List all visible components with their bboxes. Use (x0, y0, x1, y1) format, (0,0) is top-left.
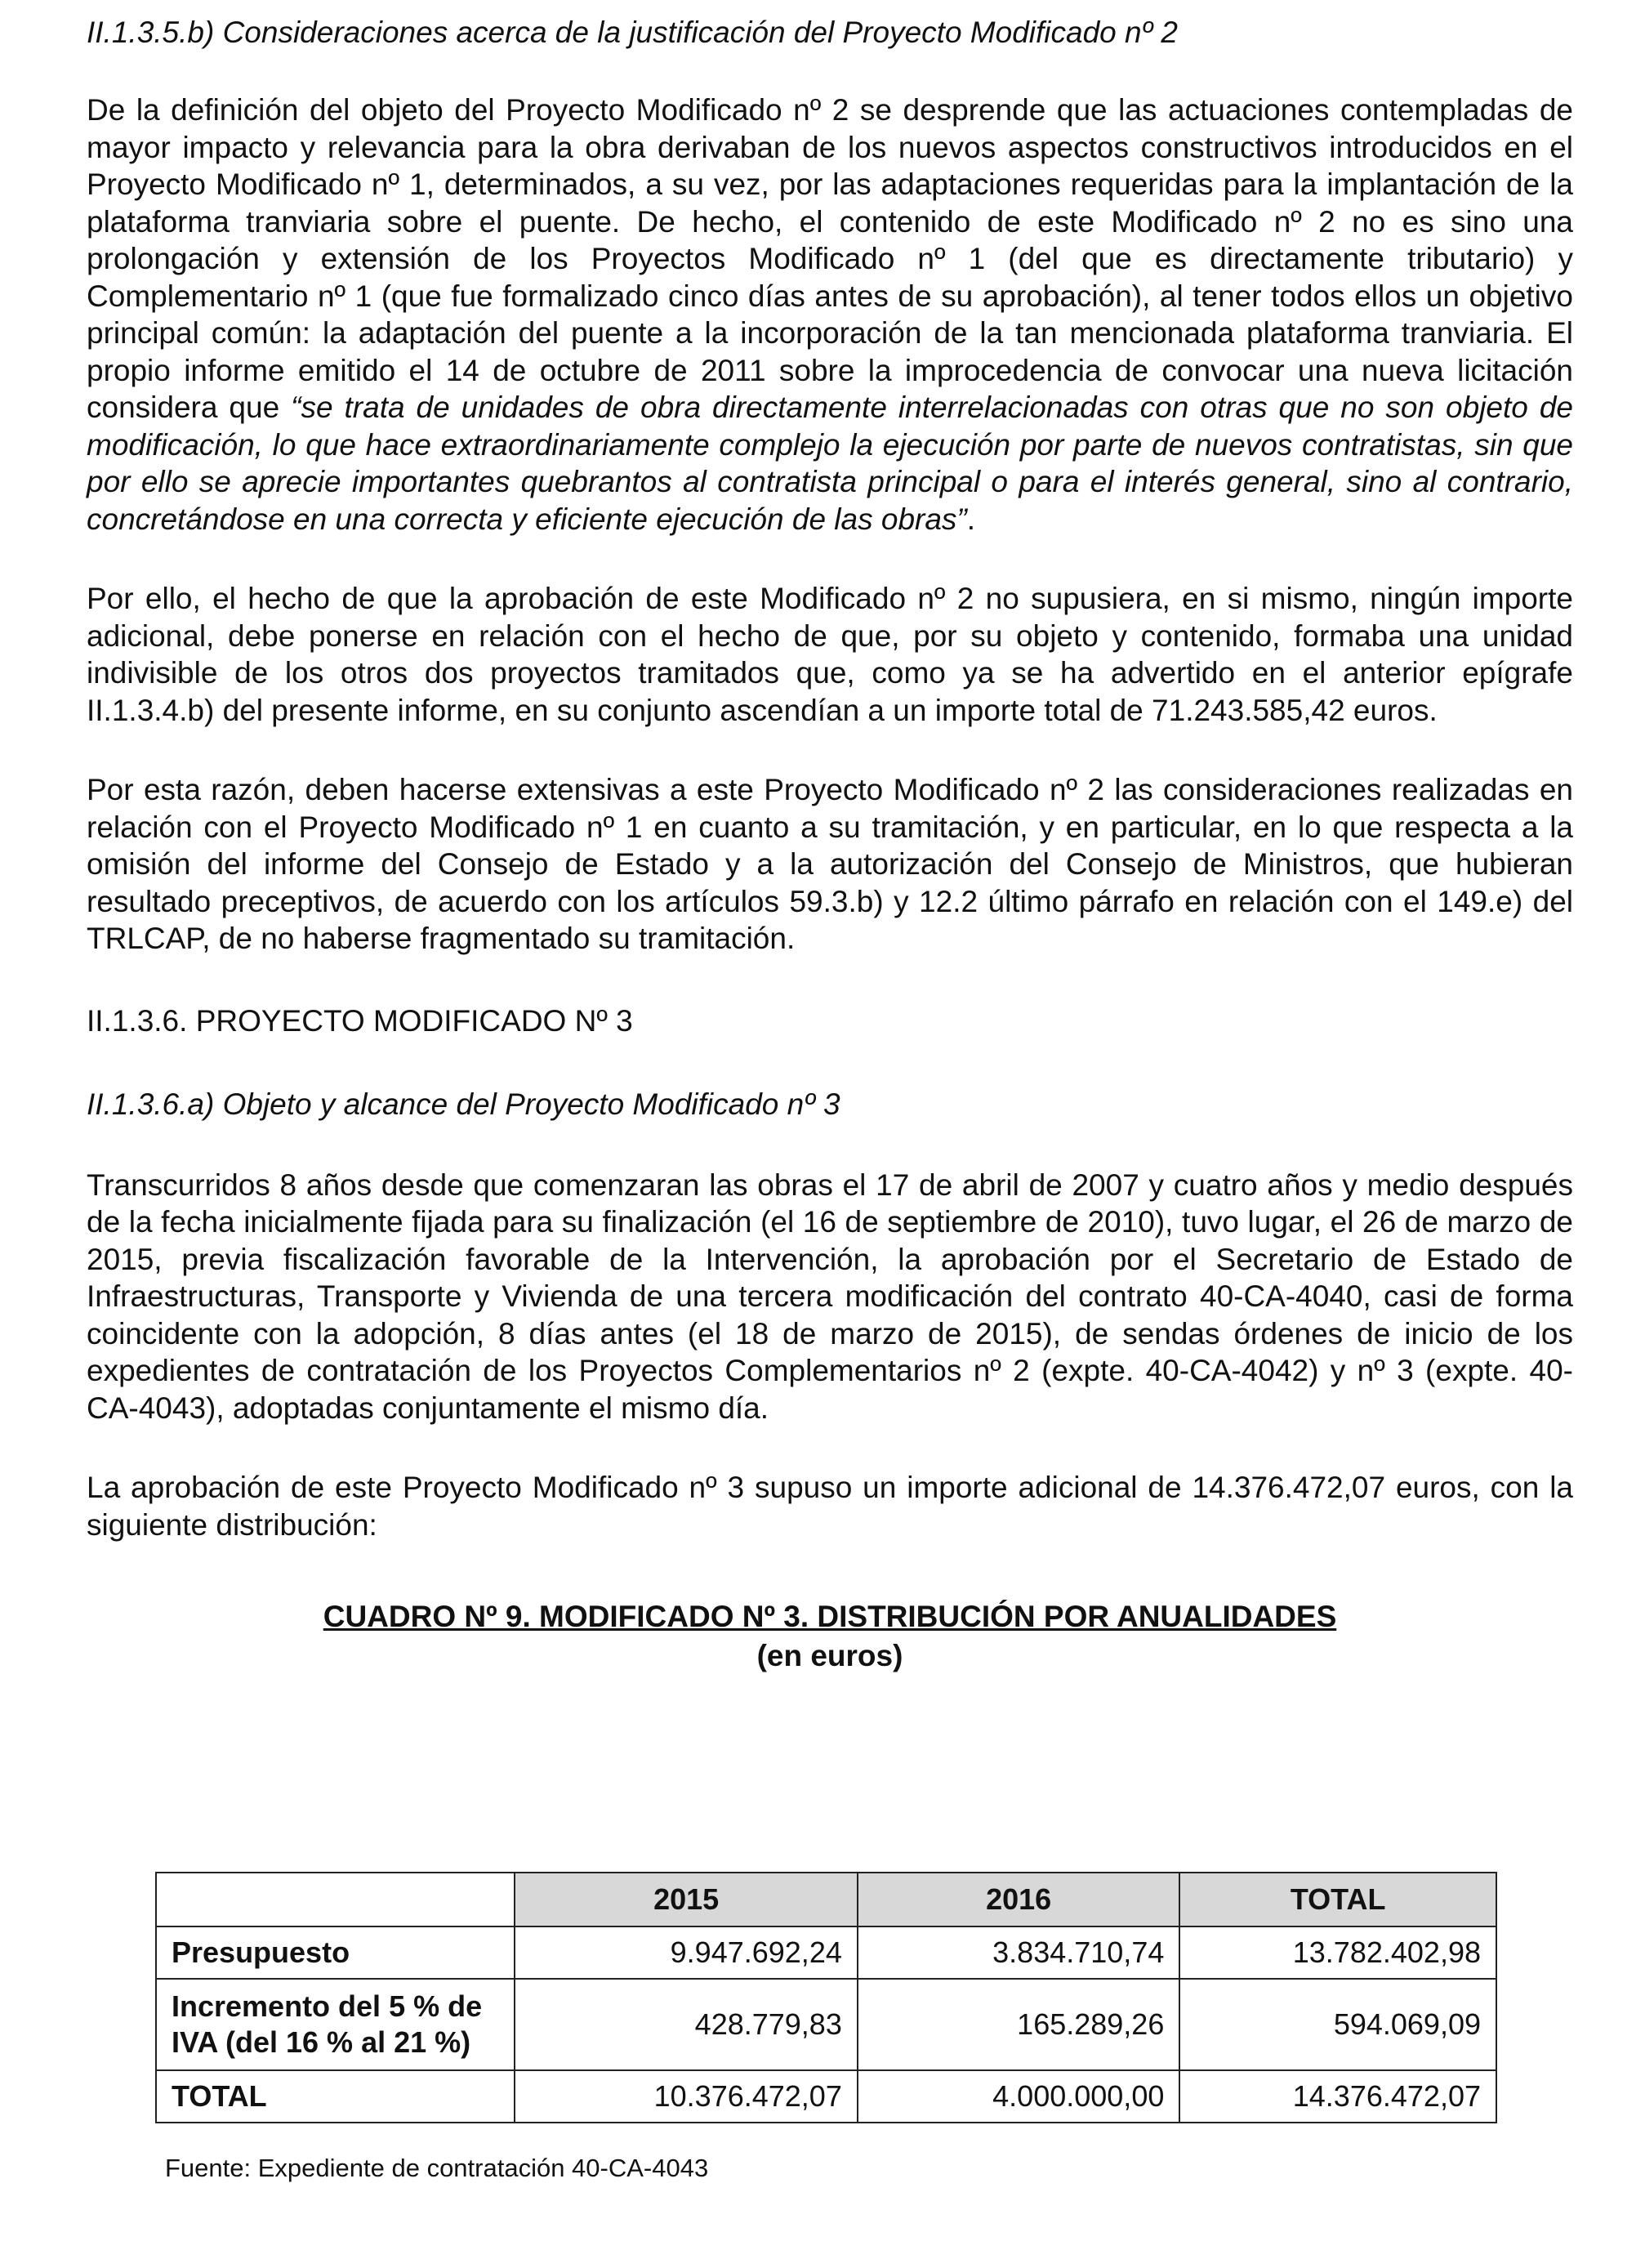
section-heading-2-1-3-6: II.1.3.6. PROYECTO MODIFICADO Nº 3 (87, 1003, 633, 1038)
paragraph-consideraciones: Por esta razón, deben hacerse extensivas a este Proyecto Modificado nº 2 las consideraciones realizadas en relación con el Proyecto Modificado nº 1 en cuanto a su tramitación, y en particular, en lo que respecta a la omisión del informe del Consejo de Estado y a la autorización del Consejo de Ministros, que hubieran resultado preceptivos, de acuerdo con los artículos 59.3.b) y 12.2 último párrafo en relación con el 149.e) del TRLCAP, de no haberse fragmentado su tramitación. (87, 773, 1573, 955)
paragraph-justification (87, 92, 1573, 538)
table-cell: 13.782.402,98 (1179, 1926, 1496, 1979)
table-header-cell (156, 1873, 515, 1926)
distribution-table (155, 1872, 1497, 2123)
paragraph-importe: Por ello, el hecho de que la aprobación de este Modificado nº 2 no supusiera, en si mismo, ningún importe adicional, debe ponerse en relación con el hecho de que, por su objeto y contenido, formaba una unidad indivisible de los otros dos proyectos tramitados que, como ya se ha advertido en el anterior epígrafe II.1.3.4.b) del presente informe, en su conjunto ascendían a un importe total de 71.243.585,42 euros. (87, 582, 1573, 727)
table-header-cell: TOTAL (1179, 1873, 1496, 1926)
table-cell: 3.834.710,74 (858, 1926, 1180, 1979)
paragraph-justification-quote: “se trata de unidades de obra directamente interrelacionadas con otras que no son objeto de modificación, lo que hace extraordinariamente complejo la ejecución por parte de nuevos contratistas, sin que por ello se aprecie importantes quebrantos al contratista principal o para el interés general, sino al contrario, concretándose en una correcta y eficiente ejecución de las obras” (87, 391, 1573, 536)
table-row (156, 2070, 1496, 2123)
table-row (156, 1979, 1496, 2070)
table-source: Fuente: Expediente de contratación 40-CA-4043 (165, 2154, 709, 2182)
paragraph-justification-end: . (966, 502, 976, 536)
document-page (87, 13, 1573, 1676)
table-cell: 9.947.692,24 (515, 1926, 857, 1979)
table-cell: 4.000.000,00 (858, 2070, 1180, 2123)
table-title-text: CUADRO Nº 9. MODIFICADO Nº 3. DISTRIBUCIÓN POR ANUALIDADES (323, 1600, 1337, 1633)
paragraph-justification-text: De la definición del objeto del Proyecto Modificado nº 2 se desprende que las actuaciones contempladas de mayor impacto y relevancia para la obra derivaban de los nuevos aspectos constructivos introducidos en el Proyecto Modificado nº 1, determinados, a su vez, por las adaptaciones requeridas para la implantación de la plataforma tranviaria sobre el puente. De hecho, el contenido de este Modificado nº 2 no es sino una prolongación y extensión de los Proyectos Modificado nº 1 (del que es directamente tributario) y Complementario nº 1 (que fue formalizado cinco días antes de su aprobación), al tener todos ellos un objetivo principal común: la adaptación del puente a la incorporación de la tan mencionada plataforma tranviaria. El propio informe emitido el 14 de octubre de 2011 sobre la improcedencia de convocar una nueva licitación considera que (87, 93, 1573, 424)
table-header-cell: 2015 (515, 1873, 857, 1926)
section-heading-2-1-3-5-b: II.1.3.5.b) Consideraciones acerca de la justificación del Proyecto Modificado nº 2 (87, 16, 1178, 49)
section-heading-2-1-3-6-a: II.1.3.6.a) Objeto y alcance del Proyecto Modificado nº 3 (87, 1087, 840, 1121)
table-row (156, 1926, 1496, 1979)
table-row-label: TOTAL (156, 2070, 515, 2123)
table-cell: 14.376.472,07 (1179, 2070, 1496, 2123)
paragraph-aprobacion: La aprobación de este Proyecto Modificado nº 3 supuso un importe adicional de 14.376.472,07 euros, con la siguiente distribución: (87, 1471, 1573, 1542)
table-subtitle: (en euros) (756, 1639, 903, 1672)
table-cell: 10.376.472,07 (515, 2070, 857, 2123)
table-cell: 165.289,26 (858, 1979, 1180, 2070)
table-header-cell: 2016 (858, 1873, 1180, 1926)
table-cell: 594.069,09 (1179, 1979, 1496, 2070)
table-cell: 428.779,83 (515, 1979, 857, 2070)
table-header-row (156, 1873, 1496, 1926)
table-row-label: Presupuesto (156, 1926, 515, 1979)
table-row-label: Incremento del 5 % de IVA (del 16 % al 21 %) (156, 1979, 515, 2070)
paragraph-transcurridos: Transcurridos 8 años desde que comenzaran las obras el 17 de abril de 2007 y cuatro años y medio después de la fecha inicialmente fijada para su finalización (el 16 de septiembre de 2010), tuvo lugar, el 26 de marzo de 2015, previa fiscalización favorable de la Intervención, la aprobación por el Secretario de Estado de Infraestructuras, Transporte y Vivienda de una tercera modificación del contrato 40-CA-4040, casi de forma coincidente con la adopción, 8 días antes (el 18 de marzo de 2015), de sendas órdenes de inicio de los expedientes de contratación de los Proyectos Complementarios nº 2 (expte. 40-CA-4042) y nº 3 (expte. 40-CA-4043), adoptadas conjuntamente el mismo día. (87, 1167, 1573, 1425)
table-title (87, 1597, 1573, 1636)
